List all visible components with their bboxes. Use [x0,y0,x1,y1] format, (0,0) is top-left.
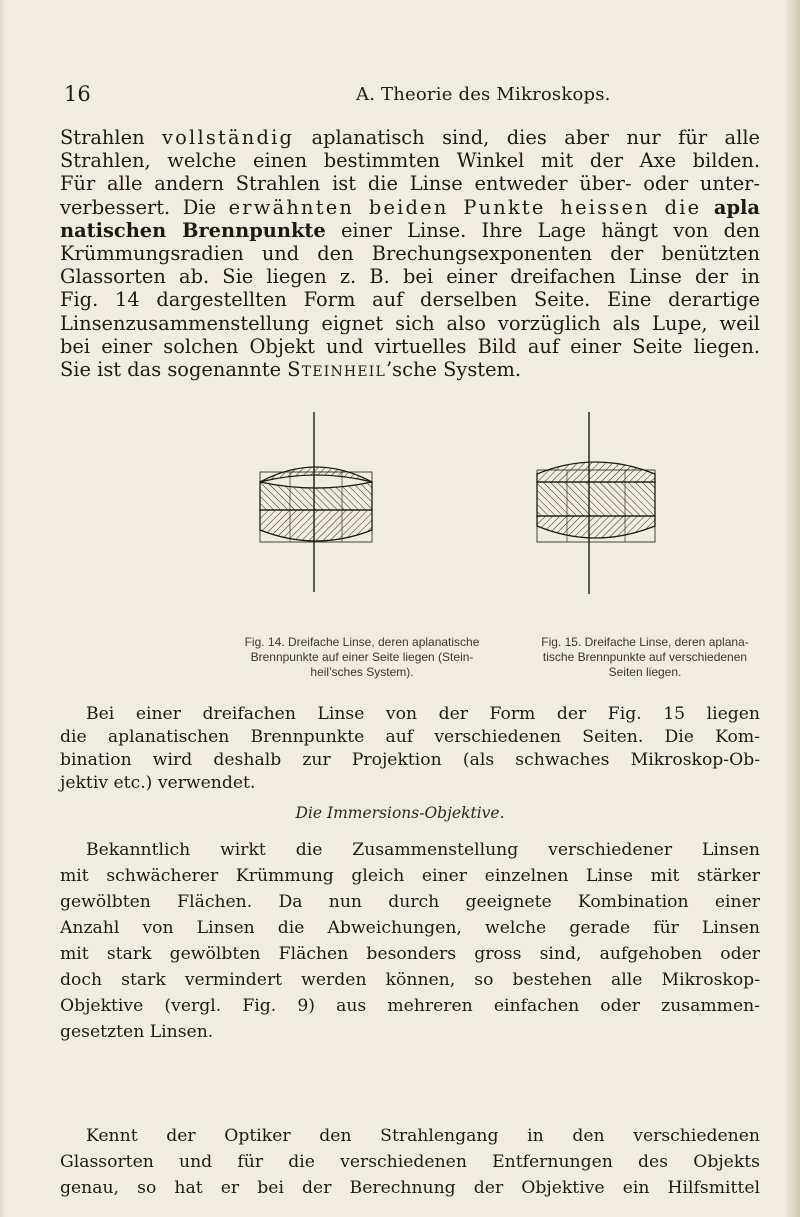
text-line: mit schwächerer Krümmung gleich einer einzelnen Linse mit stärker [60,866,760,886]
text-line: Glassorten ab. Sie liegen z. B. bei einer dreifachen Linse der in [60,265,760,289]
page-header [0,82,800,108]
small-caps-name: Steinheil [287,357,386,381]
text-line: bei einer solchen Objekt und virtuelles Bild auf einer Seite liegen. [60,334,760,358]
page-gutter [0,0,6,1217]
text-line: gesetzten Linsen. [60,1022,214,1042]
page-number: 16 [64,82,91,106]
section-heading: Die Immersions-Objektive. [295,804,505,822]
text-line: Strahlen, welche einen bestimmten Winkel mit der Axe bilden. [60,149,760,173]
text-line: Krümmungsradien und den Brechungsexponenten der benützten [60,241,760,265]
paragraph-4 [60,1123,760,1201]
figure-14-caption: Fig. 14. Dreifache Linse, deren aplanatische Brennpunkte auf einer Seite liegen (Stein- heil’sches System). [244,635,480,679]
text-line: Objektive (vergl. Fig. 9) aus mehreren einfachen oder zusammen- [60,996,760,1016]
paragraph-1 [60,126,760,381]
paragraph-3 [60,837,760,1045]
figure-14 [232,412,422,628]
text-line: verbessert. Die erwähnten beiden Punkte heissen die apla [60,195,760,219]
text-line: genau, so hat er bei der Berechnung der Objektive ein Hilfsmittel [60,1178,760,1198]
spaced-emphasis: vollständig [162,126,295,149]
paragraph-2 [60,703,760,795]
text-line: Für alle andern Strahlen ist die Linse entweder über- oder unter- [60,172,760,196]
text-line: doch stark vermindert werden können, so bestehen alle Mikroskop- [60,970,760,990]
text-line: Sie ist das sogenannte Steinheil’sche System. [60,357,522,381]
text-line: Anzahl von Linsen die Abweichungen, welche gerade für Linsen [60,918,760,938]
text-line: mit stark gewölbten Flächen besonders gross sind, aufgehoben oder [60,944,760,964]
running-title: A. Theorie des Mikroskops. [356,84,611,105]
text-line: Glassorten und für die verschiedenen Entfernungen des Objekts [60,1152,760,1172]
text-line: Bekanntlich wirkt die Zusammenstellung verschiedener Linsen [86,840,760,860]
text-line: die aplanatischen Brennpunkte auf verschiedenen Seiten. Die Kom- [60,727,760,747]
text-line: Bei einer dreifachen Linse von der Form der Fig. 15 liegen [86,704,760,724]
bold-term: natischen Brennpunkte [60,218,326,242]
text-line: natischen Brennpunkte einer Linse. Ihre Lage hängt von den [60,218,760,242]
spaced-emphasis: erwähnten beiden Punkte heissen die [228,195,702,219]
text-line: Linsenzusammenstellung eignet sich also vorzüglich als Lupe, weil [60,311,760,335]
text-line: bination wird deshalb zur Projektion (als schwaches Mikroskop-Ob- [60,750,760,770]
text-line: Kennt der Optiker den Strahlengang in den verschiedenen [86,1126,760,1146]
bold-term: apla [713,195,760,219]
triple-lens-opposite-side-icon [515,412,715,624]
text-line: Fig. 14 dargestellten Form auf derselben Seite. Eine derartige [60,288,760,312]
text-line: gewölbten Flächen. Da nun durch geeignete Kombination einer [60,892,760,912]
figure-15-caption: Fig. 15. Dreifache Linse, deren aplana- tische Brennpunkte auf verschiedenen Seiten liegen. [541,635,749,679]
page-edge [786,0,800,1217]
text-line: jektiv etc.) verwendet. [60,773,256,793]
triple-lens-same-side-icon [232,412,422,624]
text-line: Strahlen vollständig aplanatisch sind, dies aber nur für alle [60,126,760,149]
figure-15 [515,412,715,628]
